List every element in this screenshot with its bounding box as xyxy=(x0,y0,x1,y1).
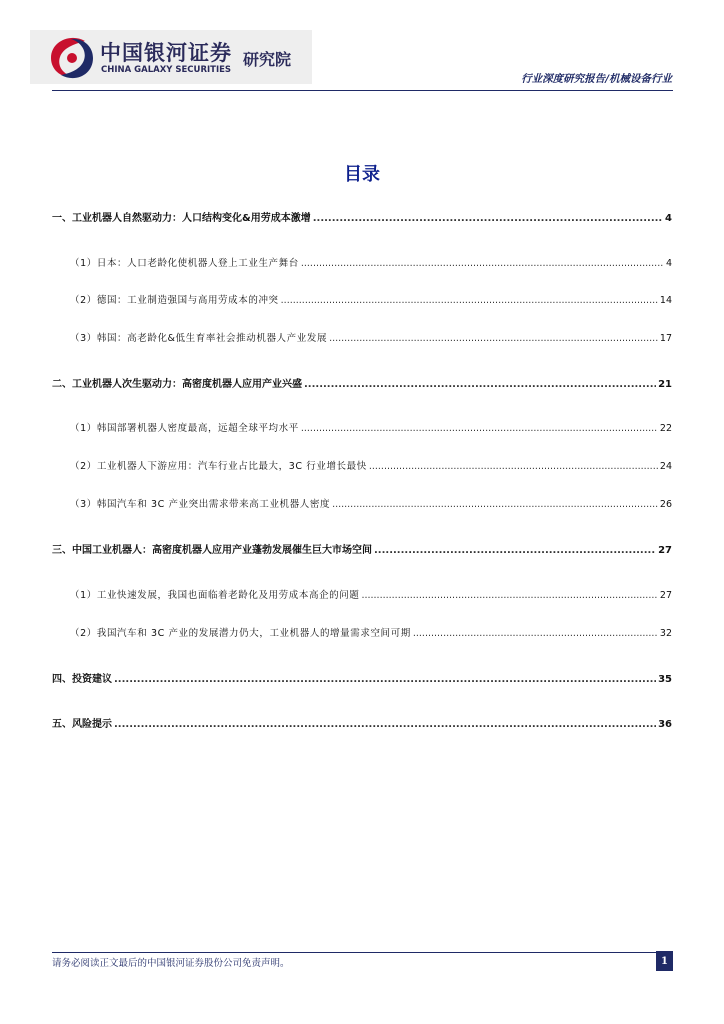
toc-entry[interactable] xyxy=(70,625,672,639)
toc-leader xyxy=(281,295,658,306)
toc-title: 目录 xyxy=(344,164,380,185)
toc-entry-label: 三、中国工业机器人：高密度机器人应用产业蓬勃发展催生巨大市场空间 xyxy=(52,545,372,556)
header-divider xyxy=(52,90,673,91)
page-number: 1 xyxy=(656,951,673,971)
toc-entry-page: 27 xyxy=(658,545,672,556)
toc-entry-label: 一、工业机器人自然驱动力：人口结构变化&用劳成本激增 xyxy=(52,213,311,224)
toc-leader xyxy=(301,423,658,434)
page-header xyxy=(0,0,724,96)
toc-leader xyxy=(301,258,664,269)
toc-leader xyxy=(332,499,658,510)
toc-entry-page: 36 xyxy=(658,719,672,730)
toc-entry-page: 32 xyxy=(659,628,672,639)
toc-entry-label: （2）工业机器人下游应用：汽车行业占比最大，3C 行业增长最快 xyxy=(70,461,367,472)
toc-entry[interactable] xyxy=(52,715,672,730)
toc-entry-page: 4 xyxy=(665,258,672,269)
toc-leader xyxy=(304,379,656,390)
toc-entry-label: 四、投资建议 xyxy=(52,674,112,685)
toc-entry-page: 4 xyxy=(665,213,672,224)
toc-leader xyxy=(369,461,658,472)
toc-entry-page: 21 xyxy=(658,379,672,390)
toc-leader xyxy=(329,333,658,344)
toc-entry[interactable] xyxy=(70,587,672,601)
toc-entry[interactable] xyxy=(70,496,672,510)
toc-leader xyxy=(313,213,663,224)
toc-entry[interactable] xyxy=(70,292,672,306)
toc-entry-label: （1）日本：人口老龄化使机器人登上工业生产舞台 xyxy=(70,258,299,269)
toc-entry-page: 26 xyxy=(659,499,672,510)
footer-disclaimer: 请务必阅读正文最后的中国银河证券股份公司免责声明。 xyxy=(52,958,290,969)
toc-entry-label: （1）工业快速发展，我国也面临着老龄化及用劳成本高企的问题 xyxy=(70,590,360,601)
toc-entry[interactable] xyxy=(70,458,672,472)
toc-entry[interactable] xyxy=(70,330,672,344)
footer-divider xyxy=(52,952,673,953)
toc-entry-label: 五、风险提示 xyxy=(52,719,112,730)
toc-leader xyxy=(413,628,658,639)
toc-entry[interactable] xyxy=(52,670,672,685)
toc-entry[interactable] xyxy=(52,375,672,390)
toc-entry[interactable] xyxy=(52,209,672,224)
toc-leader xyxy=(114,674,656,685)
toc-entry-page: 24 xyxy=(659,461,672,472)
toc-entry-page: 27 xyxy=(659,590,672,601)
report-category: 行业深度研究报告/机械设备行业 xyxy=(521,73,672,85)
toc-entry-label: （2）德国：工业制造强国与高用劳成本的冲突 xyxy=(70,295,279,306)
toc-entry-label: （3）韩国：高老龄化&低生育率社会推动机器人产业发展 xyxy=(70,333,328,344)
toc-entry-page: 14 xyxy=(659,295,672,306)
galaxy-logo-icon xyxy=(47,35,97,81)
toc-leader xyxy=(374,545,656,556)
toc-entry[interactable] xyxy=(70,255,672,269)
toc-entry-page: 35 xyxy=(658,674,672,685)
company-logo xyxy=(30,30,312,84)
toc-entry-label: （3）韩国汽车和 3C 产业突出需求带来高工业机器人密度 xyxy=(70,499,331,510)
logo-chinese-name: 中国银河证券 xyxy=(100,41,232,65)
institute-label: 研究院 xyxy=(243,50,292,69)
toc-entry-label: 二、工业机器人次生驱动力：高密度机器人应用产业兴盛 xyxy=(52,379,302,390)
toc-entry[interactable] xyxy=(70,420,672,434)
toc-entry-page: 22 xyxy=(659,423,672,434)
toc-entry-label: （1）韩国部署机器人密度最高，远超全球平均水平 xyxy=(70,423,299,434)
logo-english-name: CHINA GALAXY SECURITIES xyxy=(101,65,232,75)
toc-leader xyxy=(114,719,656,730)
toc-entry[interactable] xyxy=(52,541,672,556)
toc-entry-label: （2）我国汽车和 3C 产业的发展潜力仍大，工业机器人的增量需求空间可期 xyxy=(70,628,411,639)
toc-entry-page: 17 xyxy=(659,333,672,344)
toc-leader xyxy=(361,590,657,601)
